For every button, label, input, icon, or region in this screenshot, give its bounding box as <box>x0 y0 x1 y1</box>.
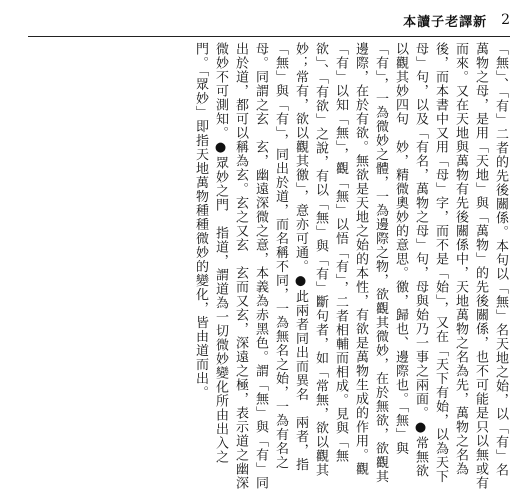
book-title: 本讀子老譯新 <box>403 14 488 30</box>
header-rule <box>28 36 510 37</box>
annotation-text <box>28 42 510 490</box>
running-header <box>28 6 510 34</box>
page-number: 2 <box>501 12 510 28</box>
annotation-paragraph: 「無」、「有」二者的先後關係。本句以「無」名天地之始，以「有」名萬物之母，是用「天地」與「萬物」的先後關係，也不可能是只以無或有而來。又在天地與萬物有先後關係中，天地萬物之名為先，萬物之名為後，而本書中又用「母」字，而不是「始」，又在「天下有始，以為天下母」句，以及「有名，萬物之母」句，母與始乃一事之兩面。●常無欲以觀其妙四句 妙，精微奧妙的意思。徼，歸也、邊際也。「無」與「有」，一為微妙之體，一為邊際之物，欲觀其微妙，在於無欲，欲觀其邊際，在於有欲。無欲是天地之始的本性，有欲是萬物生成的作用。觀「有」以知「無」，觀「無」以悟「有」，二者相輔而相成。見與「無欲」、「有欲」之說，有以「無」與「有」斷句者，如「常無，欲以觀其妙；常有，欲以觀其徼」，意亦可通。●此兩者同出而異名 兩者，指「無」與「有」，同出於道，而名稱不同，一為無名之始，一為有名之母。同謂之玄 玄，幽遠深微之意，本義為赤黑色。謂「無」與「有」同出於道，都可以稱為玄。玄之又玄 玄而又玄，深遠之極，表示道之幽深微妙不可測知。●眾妙之門 指道，謂道為一切微妙變化所由出入之門。「眾妙」即指天地萬物種種微妙的變化，皆由道而出。 <box>193 42 508 490</box>
